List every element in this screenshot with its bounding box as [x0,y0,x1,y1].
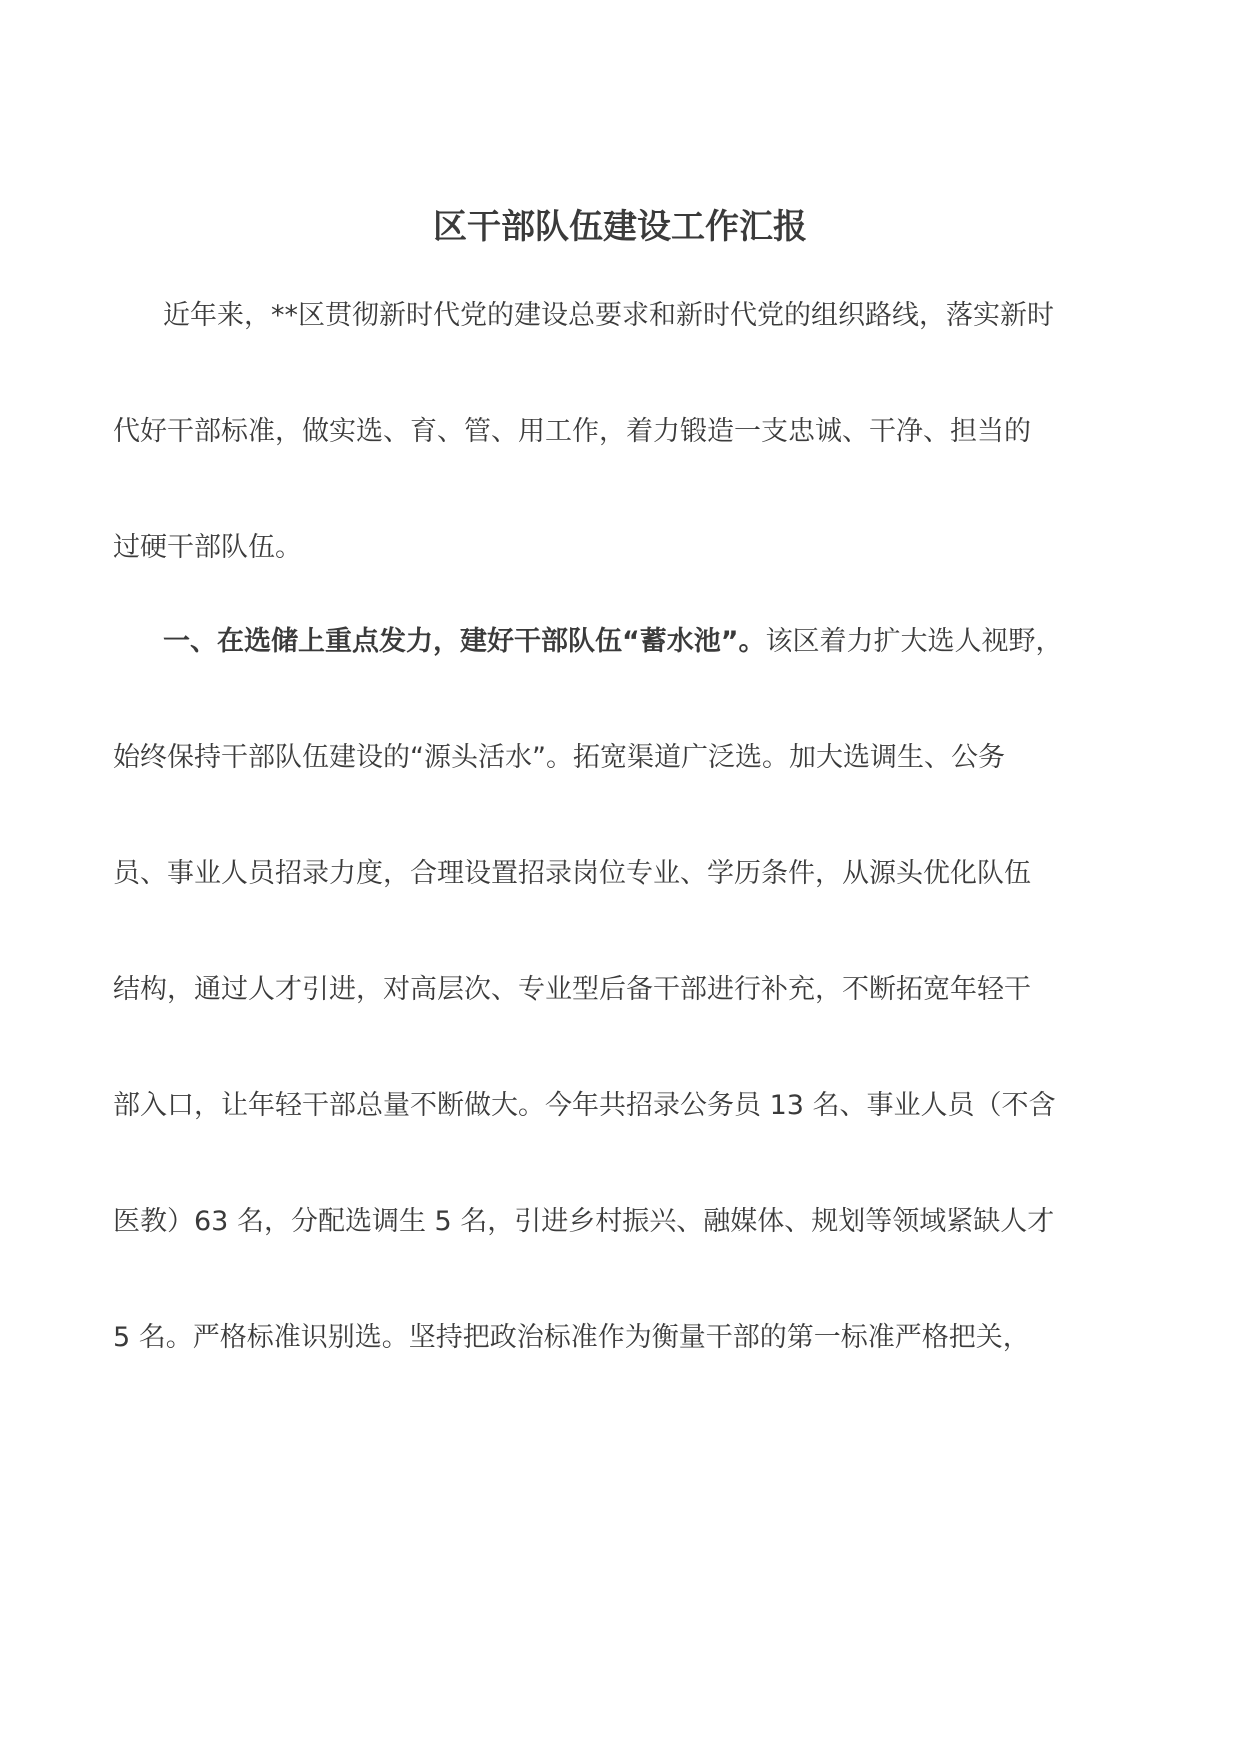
paragraph-line-5: 始终保持干部队伍建设的“源头活水”。拓宽渠道广泛选。加大选调生、公务 [113,742,1005,773]
paragraph-line-7: 结构，通过人才引进，对高层次、专业型后备干部进行补充，不断拓宽年轻干 [113,974,1031,1005]
section-one-text: 该区着力扩大选人视野， [765,626,1063,657]
paragraph-line-6: 员、事业人员招录力度，合理设置招录岗位专业、学历条件，从源头优化队伍 [113,858,1031,889]
paragraph-line-1: 近年来，**区贯彻新时代党的建设总要求和新时代党的组织路线，落实新时 [163,300,1054,331]
section-one-first-line [163,622,1163,662]
paragraph-line-9: 医教）63 名，分配选调生 5 名，引进乡村振兴、融媒体、规划等领域紧缺人才 [113,1206,1055,1237]
paragraph-line-2: 代好干部标准，做实选、育、管、用工作，着力锻造一支忠诚、干净、担当的 [113,416,1031,447]
document-title: 区干部队伍建设工作汇报 [433,207,807,247]
section-heading: 一、在选储上重点发力，建好干部队伍“蓄水池”。 [163,626,766,657]
paragraph-line-3: 过硬干部队伍。 [113,532,302,563]
paragraph-line-10: 5 名。严格标准识别选。坚持把政治标准作为衡量干部的第一标准严格把关， [113,1322,1030,1353]
paragraph-line-8: 部入口，让年轻干部总量不断做大。今年共招录公务员 13 名、事业人员（不含 [113,1090,1056,1121]
